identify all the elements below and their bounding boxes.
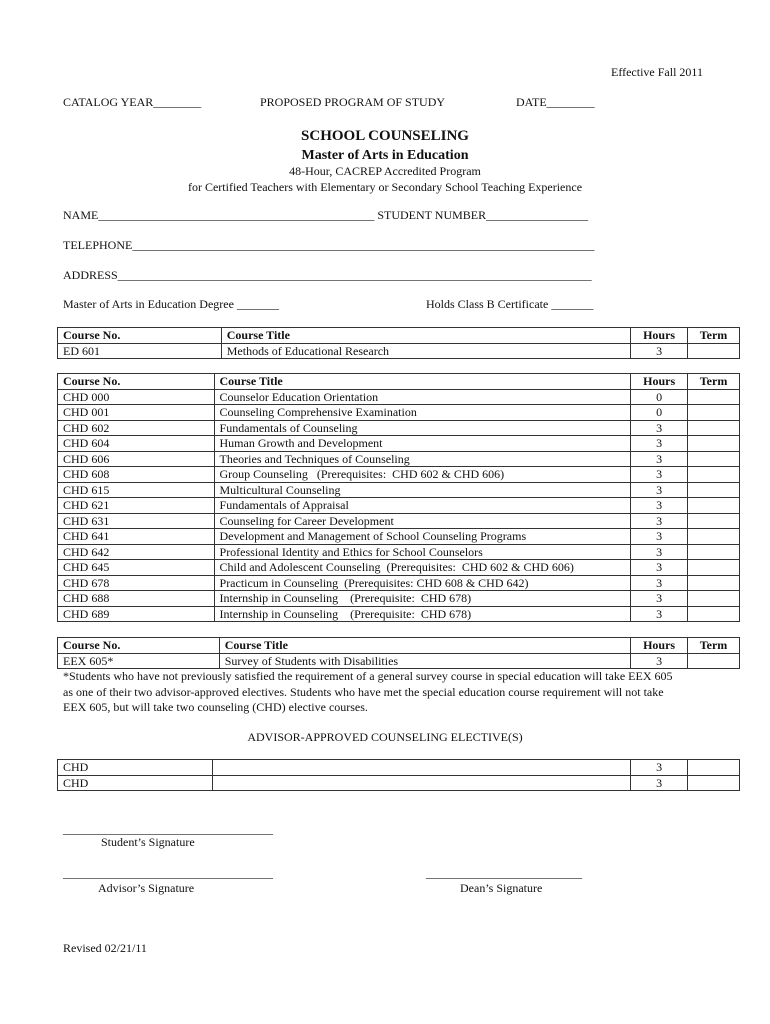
table-row (58, 544, 740, 560)
course-no: CHD 000 (58, 389, 215, 405)
note-line: *Students who have not previously satisfied the requirement of a general survey course in special education will take EEX 605 (63, 669, 673, 683)
elective-hours: 3 (631, 775, 688, 791)
elective-hours: 3 (631, 760, 688, 776)
ma-degree-field[interactable]: Master of Arts in Education Degree _______ (63, 297, 279, 311)
course-title: Methods of Educational Research (221, 343, 630, 359)
table-row (58, 343, 740, 359)
term-cell[interactable] (688, 529, 740, 545)
course-no: ED 601 (58, 343, 222, 359)
table-row (58, 420, 740, 436)
course-hours: 3 (631, 513, 688, 529)
page-title: SCHOOL COUNSELING (301, 128, 469, 144)
course-no: CHD 604 (58, 436, 215, 452)
course-no: CHD 641 (58, 529, 215, 545)
course-no: CHD 608 (58, 467, 215, 483)
course-hours: 3 (631, 436, 688, 452)
eex-note (63, 669, 673, 716)
course-no: CHD 615 (58, 482, 215, 498)
course-hours: 3 (631, 467, 688, 483)
student-signature-label: Student’s Signature (101, 835, 195, 849)
course-title: Theories and Techniques of Counseling (214, 451, 631, 467)
table-row (58, 575, 740, 591)
degree-title: Master of Arts in Education (301, 148, 469, 163)
proposed-program-label: PROPOSED PROGRAM OF STUDY (260, 95, 446, 109)
course-no: CHD 689 (58, 606, 215, 622)
hours-header: Hours (631, 638, 688, 654)
program-subtitle: 48-Hour, CACREP Accredited Program (289, 164, 481, 178)
course-hours: 3 (631, 560, 688, 576)
counseling-course-table (57, 373, 740, 622)
course-title: Counseling Comprehensive Examination (214, 405, 631, 421)
course-no: CHD 631 (58, 513, 215, 529)
table-row (58, 482, 740, 498)
core-course-table (57, 327, 740, 359)
term-cell[interactable] (688, 513, 740, 529)
term-cell[interactable] (688, 436, 740, 452)
term-cell[interactable] (688, 606, 740, 622)
student-signature-line[interactable]: ___________________________________ (63, 822, 273, 836)
note-line: EEX 605, but will take two counseling (CHD) elective courses. (63, 700, 368, 714)
term-cell[interactable] (688, 389, 740, 405)
term-cell[interactable] (688, 760, 740, 776)
term-cell[interactable] (688, 482, 740, 498)
date-field[interactable]: DATE________ (516, 95, 595, 109)
table-row (58, 606, 740, 622)
advisor-signature-label: Advisor’s Signature (98, 881, 195, 895)
term-header: Term (688, 374, 740, 390)
table-row (58, 405, 740, 421)
course-hours: 3 (631, 606, 688, 622)
address-field[interactable]: ADDRESS_______________________________________________________________________________ (63, 268, 592, 282)
course-no: CHD 645 (58, 560, 215, 576)
advisor-signature-line[interactable]: ___________________________________ (63, 866, 273, 880)
course-title-header: Course Title (214, 374, 631, 390)
table-row (58, 389, 740, 405)
course-hours: 3 (631, 575, 688, 591)
catalog-year-field[interactable]: CATALOG YEAR________ (63, 95, 202, 109)
table-row (58, 498, 740, 514)
elective-course-no[interactable]: CHD (58, 775, 213, 791)
table-row (58, 775, 740, 791)
course-title: Development and Management of School Counseling Programs (214, 529, 631, 545)
term-cell[interactable] (688, 591, 740, 607)
course-title: Human Growth and Development (214, 436, 631, 452)
elective-course-title[interactable] (212, 760, 630, 776)
course-title: Group Counseling (Prerequisites: CHD 602 & CHD 606) (214, 467, 631, 483)
electives-table (57, 759, 740, 791)
course-hours: 3 (631, 343, 688, 359)
course-hours: 0 (631, 389, 688, 405)
note-line: as one of their two advisor-approved electives. Students who have met the special education course requirement will not take (63, 684, 664, 699)
telephone-field[interactable]: TELEPHONE_____________________________________________________________________________ (63, 238, 595, 252)
term-cell[interactable] (688, 343, 740, 359)
course-no-header: Course No. (58, 638, 220, 654)
course-hours: 3 (631, 653, 688, 669)
dean-signature-line[interactable]: __________________________ (426, 866, 582, 880)
term-cell[interactable] (688, 405, 740, 421)
term-cell[interactable] (688, 420, 740, 436)
term-cell[interactable] (688, 560, 740, 576)
effective-date: Effective Fall 2011 (611, 65, 703, 79)
course-no-header: Course No. (58, 374, 215, 390)
term-cell[interactable] (688, 575, 740, 591)
course-title: Internship in Counseling (Prerequisite: CHD 678) (214, 591, 631, 607)
term-header: Term (688, 638, 740, 654)
course-hours: 3 (631, 529, 688, 545)
course-hours: 3 (631, 591, 688, 607)
elective-course-no[interactable]: CHD (58, 760, 213, 776)
course-no: CHD 642 (58, 544, 215, 560)
course-title: Fundamentals of Counseling (214, 420, 631, 436)
course-title: Survey of Students with Disabilities (219, 653, 630, 669)
table-row (58, 467, 740, 483)
term-cell[interactable] (688, 451, 740, 467)
course-no: CHD 621 (58, 498, 215, 514)
course-no-header: Course No. (58, 328, 222, 344)
course-title: Counselor Education Orientation (214, 389, 631, 405)
dean-signature-label: Dean’s Signature (460, 881, 543, 895)
course-title: Professional Identity and Ethics for School Counselors (214, 544, 631, 560)
course-hours: 3 (631, 420, 688, 436)
term-cell[interactable] (688, 498, 740, 514)
term-header: Term (688, 328, 740, 344)
course-no: CHD 001 (58, 405, 215, 421)
course-no: EEX 605* (58, 653, 220, 669)
special-education-table (57, 637, 740, 669)
revised-date: Revised 02/21/11 (63, 941, 147, 955)
electives-heading: ADVISOR-APPROVED COUNSELING ELECTIVE(S) (247, 730, 523, 744)
course-hours: 0 (631, 405, 688, 421)
course-no: CHD 606 (58, 451, 215, 467)
term-cell[interactable] (688, 544, 740, 560)
course-title: Practicum in Counseling (Prerequisites: CHD 608 & CHD 642) (214, 575, 631, 591)
name-student-number-field[interactable]: NAME______________________________________________ STUDENT NUMBER_________________ (63, 208, 589, 222)
course-title: Multicultural Counseling (214, 482, 631, 498)
table-row (58, 513, 740, 529)
course-title: Fundamentals of Appraisal (214, 498, 631, 514)
table-row (58, 529, 740, 545)
program-description: for Certified Teachers with Elementary or Secondary School Teaching Experience (187, 180, 583, 194)
course-no: CHD 678 (58, 575, 215, 591)
course-title: Internship in Counseling (Prerequisite: CHD 678) (214, 606, 631, 622)
table-row (58, 436, 740, 452)
course-hours: 3 (631, 544, 688, 560)
elective-course-title[interactable] (212, 775, 630, 791)
course-title-header: Course Title (221, 328, 630, 344)
course-title: Counseling for Career Development (214, 513, 631, 529)
course-no: CHD 688 (58, 591, 215, 607)
course-title: Child and Adolescent Counseling (Prerequisites: CHD 602 & CHD 606) (214, 560, 631, 576)
table-row (58, 653, 740, 669)
term-cell[interactable] (688, 467, 740, 483)
table-row (58, 451, 740, 467)
course-no: CHD 602 (58, 420, 215, 436)
hours-header: Hours (631, 374, 688, 390)
course-hours: 3 (631, 498, 688, 514)
table-row (58, 560, 740, 576)
course-hours: 3 (631, 451, 688, 467)
course-title-header: Course Title (219, 638, 630, 654)
course-hours: 3 (631, 482, 688, 498)
table-row (58, 591, 740, 607)
hours-header: Hours (631, 328, 688, 344)
term-cell[interactable] (688, 653, 740, 669)
table-row (58, 760, 740, 776)
class-b-field[interactable]: Holds Class B Certificate _______ (426, 297, 594, 311)
term-cell[interactable] (688, 775, 740, 791)
